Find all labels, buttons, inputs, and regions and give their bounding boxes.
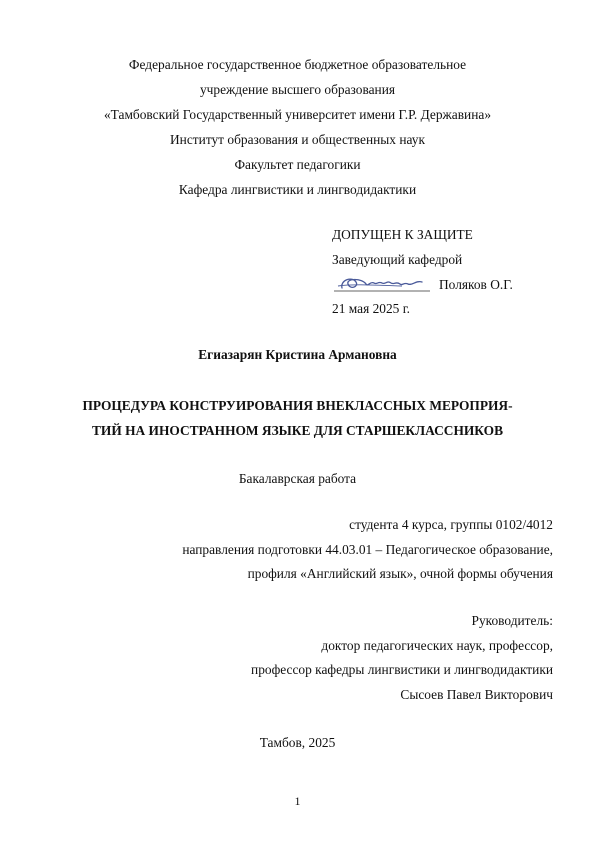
- thesis-title-line-1: ПРОЦЕДУРА КОНСТРУИРОВАНИЯ ВНЕКЛАССНЫХ МЕРОПРИЯ-: [82, 398, 513, 413]
- place-year: Тамбов, 2025: [259, 735, 336, 750]
- faculty-name: Факультет педагогики: [234, 157, 361, 172]
- thesis-title-line-2: ТИЙ НА ИНОСТРАННОМ ЯЗЫКЕ ДЛЯ СТАРШЕКЛАССНИКОВ: [91, 423, 503, 438]
- institute-name: Институт образования и общественных наук: [170, 132, 425, 147]
- work-type: Бакалаврская работа: [238, 471, 357, 486]
- approval-role: Заведующий кафедрой: [332, 252, 463, 267]
- student-program: направления подготовки 44.03.01 – Педагогическое образование,: [182, 542, 553, 557]
- institution-line-1: Федеральное государственное бюджетное образовательное: [128, 57, 467, 72]
- author-name: Егиазарян Кристина Армановна: [198, 347, 397, 362]
- institution-line-2: учреждение высшего образования: [199, 82, 396, 97]
- supervisor-degree: доктор педагогических наук, профессор,: [321, 638, 553, 653]
- student-profile: профиля «Английский язык», очной формы обучения: [247, 566, 553, 581]
- supervisor-label: Руководитель:: [471, 613, 553, 628]
- approval-status: ДОПУЩЕН К ЗАЩИТЕ: [332, 227, 473, 242]
- student-course-group: студента 4 курса, группы 0102/4012: [349, 517, 553, 532]
- supervisor-position: профессор кафедры лингвистики и лингводидактики: [251, 662, 553, 677]
- university-name: «Тамбовский Государственный университет имени Г.Р. Державина»: [103, 107, 492, 122]
- department-name: Кафедра лингвистики и лингводидактики: [178, 182, 417, 197]
- page-number: 1: [294, 794, 301, 808]
- approval-signer: Поляков О.Г.: [439, 277, 513, 292]
- approval-date: 21 мая 2025 г.: [332, 301, 411, 316]
- signature-image: [332, 272, 434, 296]
- supervisor-name: Сысоев Павел Викторович: [400, 687, 553, 702]
